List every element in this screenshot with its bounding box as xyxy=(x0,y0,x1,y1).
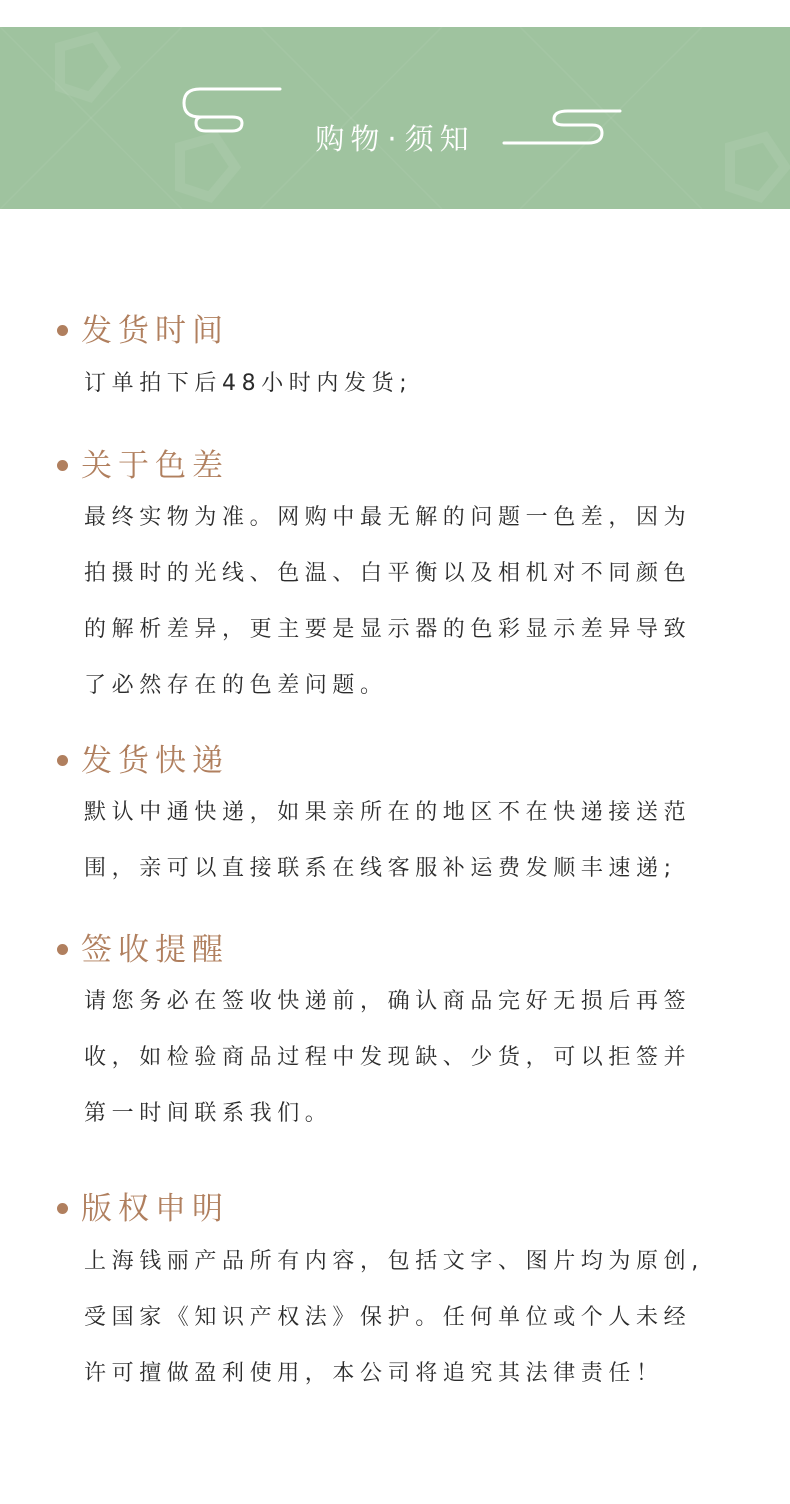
banner-title-left: 购物 xyxy=(315,122,386,156)
section-body xyxy=(84,356,744,412)
banner-title-separator: · xyxy=(387,122,403,156)
section-title: 关于色差 xyxy=(81,448,229,484)
body-line: 收，如检验商品过程中发现缺、少货，可以拒签并 xyxy=(84,1045,692,1070)
body-line: 受国家《知识产权法》保护。任何单位或个人未经 xyxy=(84,1305,692,1330)
bullet-dot xyxy=(57,944,68,955)
banner-title xyxy=(0,119,790,159)
body-line: 最终实物为准。网购中最无解的问题一色差，因为 xyxy=(84,505,692,530)
section-body xyxy=(84,490,744,714)
bullet-dot xyxy=(57,1203,68,1214)
bullet-dot xyxy=(57,755,68,766)
body-line: 许可擅做盈利使用，本公司将追究其法律责任！ xyxy=(84,1361,664,1386)
section-title: 签收提醒 xyxy=(81,932,229,968)
section-title: 发货快递 xyxy=(81,743,229,779)
body-line: 订单拍下后48小时内发货; xyxy=(84,371,413,396)
body-line: 围，亲可以直接联系在线客服补运费发顺丰速递; xyxy=(84,856,677,881)
body-line: 请您务必在签收快递前，确认商品完好无损后再签 xyxy=(84,989,692,1014)
section-title: 版权申明 xyxy=(81,1191,229,1227)
section-body xyxy=(84,785,744,897)
body-line: 第一时间联系我们。 xyxy=(84,1101,333,1126)
header-banner xyxy=(0,27,790,209)
bullet-dot xyxy=(57,460,68,471)
body-line: 拍摄时的光线、色温、白平衡以及相机对不同颜色 xyxy=(84,561,692,586)
cloud-swirl-right-icon xyxy=(500,105,624,149)
banner-title-right: 须知 xyxy=(404,122,475,156)
body-line: 上海钱丽产品所有内容，包括文字、图片均为原创, xyxy=(84,1249,704,1274)
section-title: 发货时间 xyxy=(81,313,229,349)
body-line: 默认中通快递，如果亲所在的地区不在快递接送范 xyxy=(84,800,692,825)
section-body xyxy=(84,974,744,1142)
section-body xyxy=(84,1234,744,1402)
body-line: 的解析差异，更主要是显示器的色彩显示差异导致 xyxy=(84,617,692,642)
watermark-pattern xyxy=(0,27,790,209)
body-line: 了必然存在的色差问题。 xyxy=(84,673,388,698)
bullet-dot xyxy=(57,325,68,336)
